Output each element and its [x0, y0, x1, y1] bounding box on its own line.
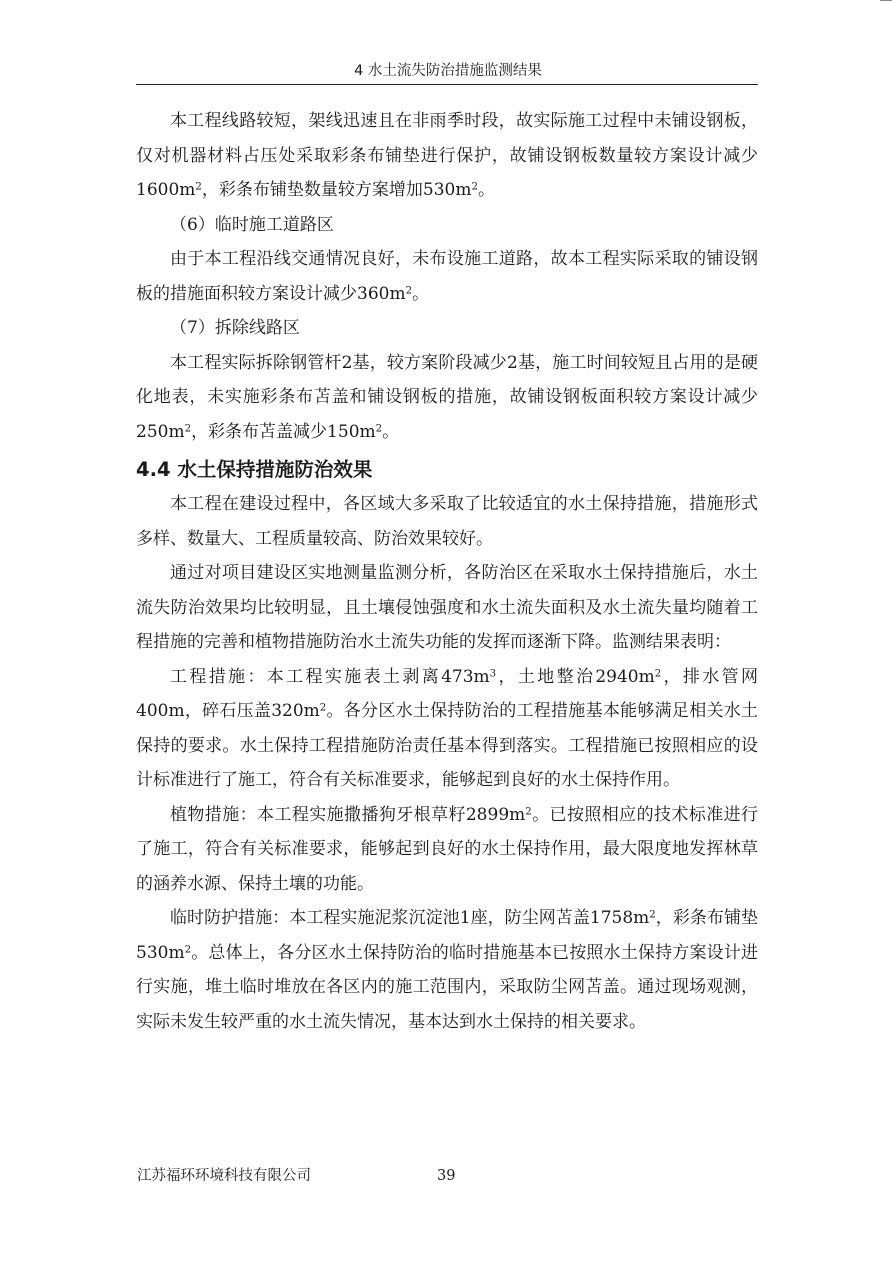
paragraph-demolition-line: 本工程实际拆除钢管杆2基，较方案阶段减少2基，施工时间较短且占用的是硬化地表，未实施彩条布苫盖和铺设钢板的措施，故铺设钢板面积较方案设计减少$250m^2$，彩条布苫盖减少$150m^2$。 [136, 352, 758, 442]
page-number: 39 [437, 1168, 456, 1184]
paragraph-plant-measures: 植物措施：本工程实施撒播狗牙根草籽$2899m^2$。已按照相应的技术标准进行了施工，符合有关标准要求，能够起到良好的水土保持作用，最大限度地发挥林草的涵养水源、保持土壤的功能。 [136, 804, 759, 894]
header-divider [136, 84, 758, 85]
section-title: 4.4 水土保持措施防治效果 [136, 458, 373, 481]
subheading-temporary-road: （6）临时施工道路区 [170, 214, 334, 235]
paragraph-overview: 本工程在建设过程中，各区域大多采取了比较适宜的水土保持措施，措施形式多样、数量大、工程质量较高、防治效果较好。 [136, 494, 758, 549]
page-body [136, 104, 758, 1039]
paragraph-monitoring-analysis: 通过对项目建设区实地测量监测分析，各防治区在采取水土保持措施后，水土流失防治效果均比较明显，且土壤侵蚀强度和水土流失面积及水土流失量均随着工程措施的完善和植物措施防治水土流失功能的发挥而逐渐下降。监测结果表明： [136, 563, 758, 652]
footer-company: 江苏福环环境科技有限公司 [137, 1168, 311, 1184]
subheading-demolition-line: （7）拆除线路区 [170, 318, 300, 338]
paragraph-engineering-measures: 工程措施：本工程实施表土剥离$473m^3$，土地整治$2940m^2$，排水管网400m，碎石压盖$320m^2$。各分区水土保持防治的工程措施基本能够满足相关水土保持的要求。水土保持工程措施防治责任基本得到落实。工程措施已按照相应的设计标准进行了施工，符合有关标准要求，能够起到良好的水土保持作用。 [136, 666, 759, 790]
paragraph-temporary-measures: 临时防护措施：本工程实施泥浆沉淀池1座，防尘网苫盖$1758m^2$，彩条布铺垫$530m^2$。总体上，各分区水土保持防治的临时措施基本已按照水土保持方案设计进行实施，堆土临时堆放在各区内的施工范围内，采取防尘网苫盖。通过现场观测，实际未发生较严重的水土流失情况，基本达到水土保持的相关要求。 [136, 908, 759, 1032]
page-header: 4 水土流失防治措施监测结果 [354, 63, 542, 79]
corner-rule [880, 0, 892, 1]
paragraph-temporary-road: 由于本工程沿线交通情况良好，未布设施工道路，故本工程实际采取的铺设钢板的措施面积较方案设计减少$360m^2$。 [136, 249, 758, 304]
paragraph-steel-plate: 本工程线路较短，架线迅速且在非雨季时段，故实际施工过程中未铺设钢板，仅对机器材料占压处采取彩条布铺垫进行保护，故铺设钢板数量较方案设计减少$1600m^2$，彩条布铺垫数量较方案增加$530m^2$。 [136, 111, 758, 200]
